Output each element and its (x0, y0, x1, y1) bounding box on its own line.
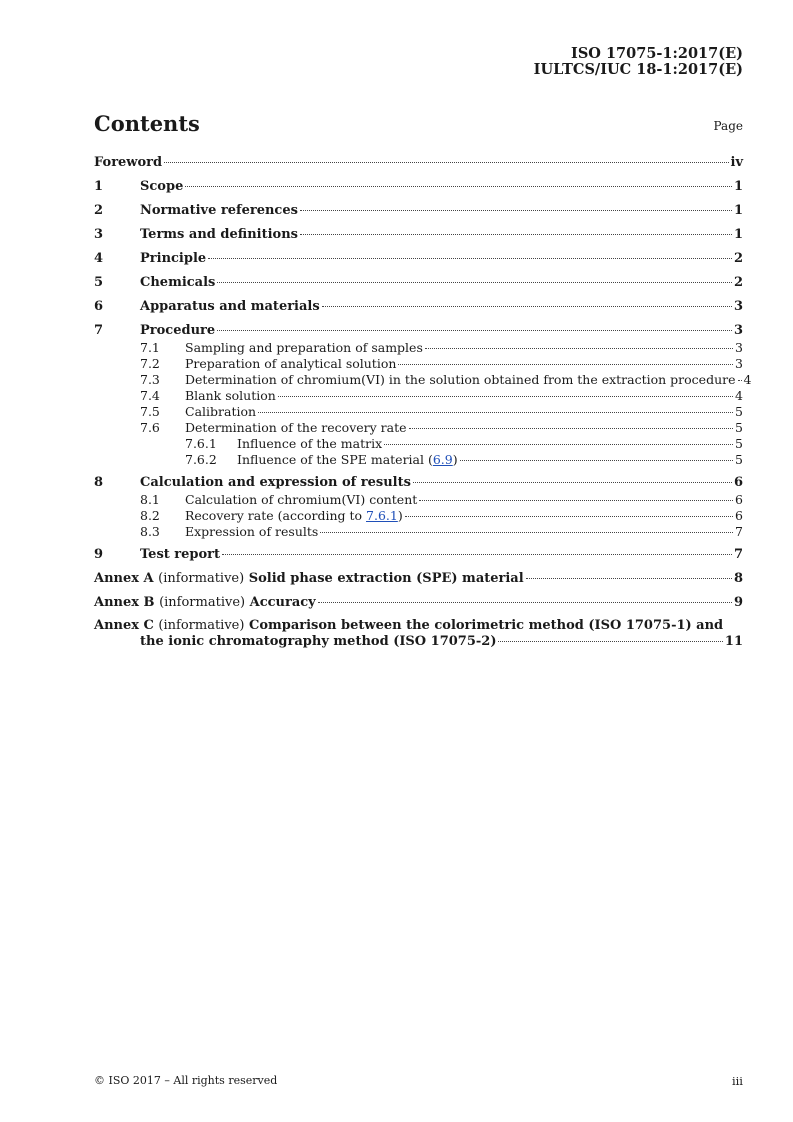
toc-page-number: 5 (735, 436, 743, 451)
toc-page-number: 3 (735, 356, 743, 371)
toc-number: 9 (94, 547, 104, 562)
toc-entry-annex-b[interactable] (94, 594, 743, 612)
toc-page-number: 2 (733, 275, 743, 290)
toc-page-number: 11 (724, 634, 743, 649)
toc-title-suffix: ) (397, 508, 403, 523)
annex-label: Annex B (94, 595, 155, 610)
toc-leader-dots (738, 380, 742, 381)
toc-leader-dots (300, 210, 732, 211)
toc-number: 4 (94, 251, 104, 266)
toc-title: Normative references (140, 203, 298, 218)
toc-number: 8.1 (140, 492, 160, 507)
toc-page-number: 4 (743, 372, 752, 387)
toc-page-number: 4 (735, 388, 743, 403)
toc-leader-dots (409, 428, 734, 429)
toc-page-number: 3 (735, 340, 743, 355)
toc-title: Preparation of analytical solution (185, 356, 397, 371)
toc-page-number: 1 (733, 203, 743, 218)
toc-title: Influence of the matrix (237, 436, 383, 451)
toc-title: Test report (140, 547, 221, 562)
annex-title: Solid phase extraction (SPE) material (248, 571, 524, 586)
toc-leader-dots (405, 516, 733, 517)
toc-page-number: 8 (733, 571, 743, 586)
toc-page-number: 9 (733, 595, 743, 610)
annex-title: Accuracy (249, 595, 316, 610)
toc-page-number: 3 (733, 323, 743, 338)
toc-entry-5[interactable] (94, 274, 743, 292)
annex-type: (informative) (159, 595, 246, 610)
toc-leader-dots (320, 532, 733, 533)
toc-title: Procedure (140, 323, 216, 338)
toc-number: 2 (94, 203, 104, 218)
toc-leader-dots (222, 554, 732, 555)
toc-page-number: 6 (735, 508, 743, 523)
toc-leader-dots (398, 364, 733, 365)
toc-entry-8-1[interactable] (94, 492, 743, 508)
toc-page-number: iv (730, 155, 743, 170)
annex-type: (informative) (158, 571, 245, 586)
toc-entry-annex-c[interactable] (94, 618, 743, 650)
toc-entry-7-1[interactable] (94, 340, 743, 356)
toc-leader-dots (318, 602, 732, 603)
toc-title: Terms and definitions (140, 227, 298, 242)
toc-entry-7-6-2[interactable] (94, 452, 743, 468)
toc-title (94, 570, 524, 588)
toc-title: Sampling and preparation of samples (185, 340, 423, 355)
footer-page-number: iii (731, 1074, 743, 1088)
toc-entry-3[interactable] (94, 226, 743, 244)
header-iultcs-number: IULTCS/IUC 18-1:2017(E) (533, 61, 743, 78)
toc-number: 3 (94, 227, 104, 242)
toc-title (185, 508, 403, 524)
annex-c-second-line (94, 634, 743, 650)
annex-label: Annex C (94, 618, 154, 633)
toc-leader-dots (413, 482, 732, 483)
annex-c-first-line (94, 618, 743, 634)
toc-page-number: 6 (733, 475, 743, 490)
toc-page-number: 7 (733, 547, 743, 562)
toc-leader-dots (384, 444, 733, 445)
toc-leader-dots (258, 412, 733, 413)
toc-leader-dots (526, 578, 732, 579)
footer-copyright: © ISO 2017 – All rights reserved (94, 1074, 278, 1087)
toc-number: 7.6 (140, 420, 160, 435)
toc-number: 5 (94, 275, 104, 290)
toc-leader-dots (498, 641, 722, 642)
toc-leader-dots (278, 396, 733, 397)
toc-entry-1[interactable] (94, 178, 743, 196)
toc-title-text: Recovery rate (according to (185, 508, 367, 523)
toc-entry-7-4[interactable] (94, 388, 743, 404)
toc-title: Expression of results (185, 524, 319, 539)
toc-number: 6 (94, 299, 104, 314)
toc-leader-dots (322, 306, 732, 307)
toc-entry-7-5[interactable] (94, 404, 743, 420)
toc-entry-7-6-1[interactable] (94, 436, 743, 452)
toc-title: Determination of the recovery rate (185, 420, 407, 435)
toc-leader-dots (425, 348, 733, 349)
toc-leader-dots (419, 500, 733, 501)
toc-number: 7.6.2 (185, 452, 217, 467)
toc-page-number: 1 (733, 227, 743, 242)
page-column-label: Page (713, 119, 743, 133)
toc-title: Blank solution (185, 388, 276, 403)
toc-leader-dots (208, 258, 732, 259)
toc-entry-7-3[interactable] (94, 372, 752, 388)
toc-number: 8 (94, 475, 104, 490)
toc-title (94, 594, 316, 612)
toc-page-number: 3 (733, 299, 743, 314)
header-standard-number: ISO 17075-1:2017(E) (571, 45, 743, 62)
toc-page-number: 1 (733, 179, 743, 194)
toc-title (237, 452, 458, 468)
toc-page-number: 5 (735, 404, 743, 419)
toc-entry-7[interactable] (94, 322, 743, 340)
toc-number: 7.3 (140, 372, 160, 387)
annex-type: (informative) (158, 618, 245, 633)
toc-title-suffix: ) (452, 452, 458, 467)
toc-page-number: 2 (733, 251, 743, 266)
document-header (534, 46, 743, 78)
toc-title: Chemicals (140, 275, 216, 290)
toc-title: Determination of chromium(VI) in the solution obtained from the extraction procedure (185, 372, 736, 387)
toc-entry-4[interactable] (94, 250, 743, 268)
toc-leader-dots (300, 234, 732, 235)
toc-page-number: 5 (735, 452, 743, 467)
toc-leader-dots (460, 460, 733, 461)
toc-number: 8.2 (140, 508, 160, 523)
toc-page-number: 5 (735, 420, 743, 435)
toc-leader-dots (217, 282, 732, 283)
toc-number: 7.4 (140, 388, 160, 403)
toc-leader-dots (185, 186, 732, 187)
toc-page-number: 7 (735, 524, 743, 539)
toc-entry-7-6[interactable] (94, 420, 743, 436)
toc-number: 7.2 (140, 356, 160, 371)
toc-entry-8-3[interactable] (94, 524, 743, 540)
toc-title-text: Influence of the SPE material ( (237, 452, 433, 467)
toc-title: Calculation of chromium(VI) content (185, 492, 418, 507)
toc-page-number: 6 (735, 492, 743, 507)
table-of-contents (94, 154, 752, 650)
toc-number: 7.6.1 (185, 436, 217, 451)
annex-title-continued: the ionic chromatography method (ISO 17075-2) (140, 634, 497, 649)
toc-title: Principle (140, 251, 207, 266)
toc-number: 1 (94, 179, 104, 194)
toc-entry-9[interactable] (94, 546, 743, 564)
toc-number: 7.1 (140, 340, 160, 355)
toc-title: Scope (140, 179, 184, 194)
toc-entry-2[interactable] (94, 202, 743, 220)
toc-title: Calibration (185, 404, 257, 419)
toc-number: 7 (94, 323, 104, 338)
toc-number: 8.3 (140, 524, 160, 539)
toc-title: Foreword (94, 155, 163, 170)
contents-title: Contents (94, 111, 200, 136)
toc-entry-foreword[interactable] (94, 154, 743, 172)
toc-entry-6[interactable] (94, 298, 743, 316)
toc-leader-dots (217, 330, 732, 331)
annex-label: Annex A (94, 571, 154, 586)
toc-entry-8-2[interactable] (94, 508, 743, 524)
toc-title: Calculation and expression of results (140, 475, 411, 490)
toc-entry-8[interactable] (94, 474, 743, 492)
toc-entry-annex-a[interactable] (94, 570, 743, 588)
annex-title: Comparison between the colorimetric method (ISO 17075-1) and (248, 618, 724, 633)
toc-title: Apparatus and materials (140, 299, 320, 314)
toc-number: 7.5 (140, 404, 160, 419)
toc-leader-dots (164, 162, 728, 163)
cross-reference-link[interactable]: 6.9 (432, 452, 453, 467)
cross-reference-link[interactable]: 7.6.1 (366, 508, 398, 523)
toc-entry-7-2[interactable] (94, 356, 743, 372)
